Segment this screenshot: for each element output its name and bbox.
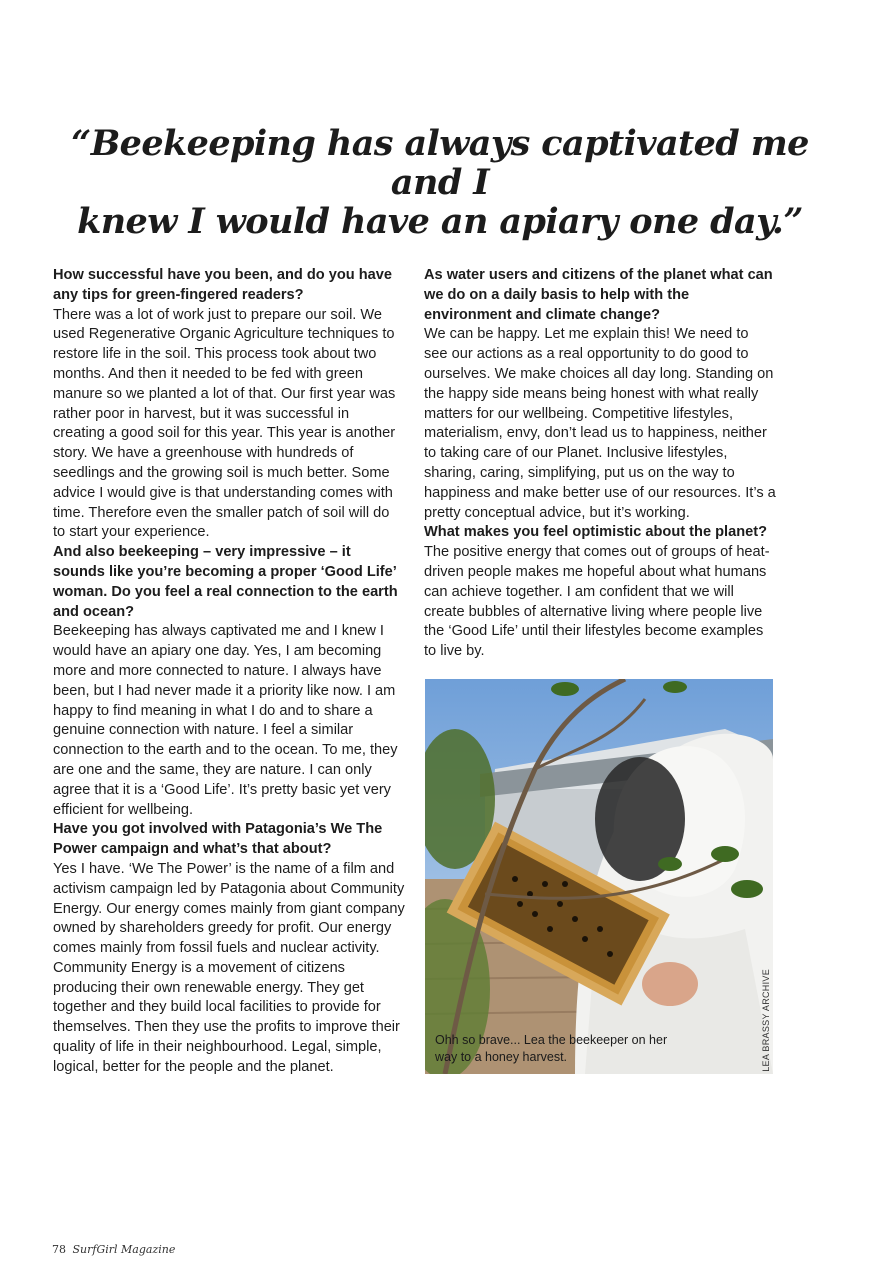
answer: Yes I have. ‘We The Power’ is the name of a film and activism campaign led by Patagonia about Community Energy. Our energy comes mainly from giant company owned by shareholders greedy for profit. Our energy comes mainly from fossil fuels and nuclear activity. Community Energy is a movement of citizens producing their own renewable energy. They get together and they build local facilities to provide for themselves. Then they use the profits to improve their quality of life in their neighbourhood. Legal, simple, logical, better for the people and the planet. bbox=[53, 860, 405, 1075]
pull-quote-line-2: knew I would have an apiary one day.” bbox=[77, 201, 803, 242]
question: And also beekeeping – very impressive – it sounds like you’re becoming a proper ‘Good Life’ woman. Do you feel a real connection to the earth and ocean? bbox=[53, 544, 398, 620]
publication-name: SurfGirl Magazine bbox=[72, 1243, 176, 1256]
photo-credit: LEA BRASSY ARCHIVE bbox=[761, 969, 771, 1072]
answer: The positive energy that comes out of groups of heat-driven people makes me hopeful about what humans can achieve together. I am confident that we will create bubbles of alternative living where people live the ‘Good Life’ until their lifestyles become examples to live by. bbox=[424, 544, 770, 660]
question: How successful have you been, and do you have any tips for green-fingered readers? bbox=[53, 267, 392, 303]
right-column bbox=[424, 266, 776, 662]
pull-quote-line-1: “Beekeeping has always captivated me and I bbox=[71, 123, 809, 203]
answer: We can be happy. Let me explain this! We need to see our actions as a real opportunity to do good to ourselves. We make choices all day long. Standing on the happy side means being honest with what really matters for our wellbeing. Competitive lifestyles, materialism, envy, don’t lead us to happiness, neither to taking care of our Planet. Inclusive lifestyles, sharing, caring, simplifying, put us on the way to happiness and make better use of our resources. It’s a pretty conceptual advice, but it’s working. bbox=[424, 326, 776, 521]
answer: Beekeeping has always captivated me and I knew I would have an apiary one day. Yes, I am becoming more and more connected to nature. I always have been, but I had never made it a priority like now. I am happy to find meaning in what I do and to share a genuine connection with nature. I feel a similar connection to the earth and to the ocean. To me, they are one and the same, they are nature. I can only agree that it is a ‘Good Life’. It’s pretty basic yet very efficient for wellbeing. bbox=[53, 623, 398, 818]
beekeeper-illustration bbox=[425, 679, 773, 1074]
left-column bbox=[53, 266, 405, 1078]
pull-quote bbox=[60, 124, 820, 241]
beekeeper-photo bbox=[425, 679, 773, 1074]
question: Have you got involved with Patagonia’s We The Power campaign and what’s that about? bbox=[53, 821, 383, 858]
page-footer bbox=[52, 1243, 175, 1256]
page-number: 78 bbox=[52, 1243, 66, 1256]
answer: There was a lot of work just to prepare our soil. We used Regenerative Organic Agriculture techniques to restore life in the soil. This process took about two months. And then it needed to be fed with green manure so we planted a lot of that. Our first year was rather poor in harvest, but it was successful in creating a good soil for this year. This year is another story. We have a greenhouse with hundreds of seedlings and the growing soil is much better. Some advice I would give is that understanding comes with time. Therefore even the smaller patch of soil will do to start your experience. bbox=[53, 306, 396, 541]
photo-caption: Ohh so brave... Lea the beekeeper on her way to a honey harvest. bbox=[435, 1033, 668, 1064]
question: As water users and citizens of the planet what can we do on a daily basis to help with the environment and climate change? bbox=[424, 267, 773, 323]
question: What makes you feel optimistic about the planet? bbox=[424, 524, 768, 541]
